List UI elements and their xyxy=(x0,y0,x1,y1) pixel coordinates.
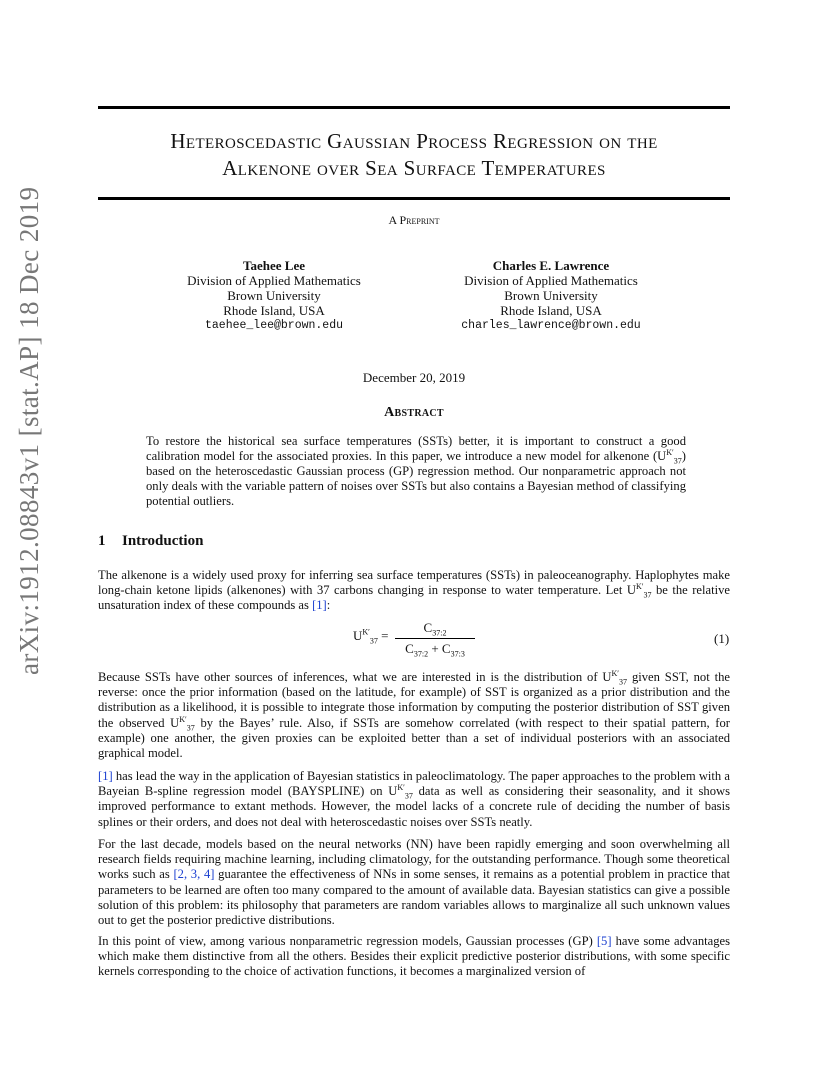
author-dept: Division of Applied Mathematics xyxy=(464,273,638,288)
arxiv-side-stamp: arXiv:1912.08843v1 [stat.AP] 18 Dec 2019 xyxy=(14,186,44,675)
citation-link[interactable]: [5] xyxy=(596,934,612,948)
author-location: Rhode Island, USA xyxy=(223,303,325,318)
citation-link[interactable]: [2, 3, 4] xyxy=(173,867,215,882)
author-univ: Brown University xyxy=(227,288,321,303)
paragraph-3: [1] has lead the way in the application of Bayesian statistics in paleoclimatology. The paper approaches to the problem with a Bayeian B-spline regression model (BAYSPLINE) on $U^{K'}_{37}$ data as well as considering their seasonality, and it shows improved performance to extant methods. However, the model lacks of a concrete rule of deciding the number of basis splines or their orders, and does not deal with heteroscedastic noises over SSTs neatly. xyxy=(98,769,730,829)
author-email[interactable]: charles_lawrence@brown.edu xyxy=(461,319,641,332)
author-1 xyxy=(154,258,394,333)
author-email[interactable]: taehee_lee@brown.edu xyxy=(204,319,344,332)
paper-title xyxy=(98,128,730,182)
top-rule xyxy=(98,106,730,109)
section-number: 1 xyxy=(98,533,106,549)
author-dept: Division of Applied Mathematics xyxy=(187,273,361,288)
section-title: Introduction xyxy=(122,533,204,549)
paragraph-4: For the last decade, models based on the neural networks (NN) have been rapidly emerging and soon overwhelming all research fields requiring machine learning, including climatology, for the outstanding performance. Though some theoretical works such as [2, 3, 4] guarantee the effectiveness of NNs in some senses, it remains as a potential problem in practice that parameters to be learned are often too many compared to the amount of available data. Bayesian statistics can give a possible solution of this problem: its philosophy that parameters are random variables allows to marginalize all such unknown values out to get the posterior predictive distributions. xyxy=(98,837,730,928)
title-line-2: Alkenone over Sea Surface Temperatures xyxy=(222,156,606,180)
paragraph-2: Because SSTs have other sources of inferences, what we are interested in is the distribution of $U^{K'}_{37}$ given SST, not the reverse: once the prior information (based on the latitude, for example) of SST is organized as a prior distribution and the distribution as a likelihood, it is possible to integrate those information by computing the posterior distribution of SST given the observed $U^{K'}_{37}$ by the Bayes’ rule. Also, if SSTs are somehow correlated (with respect to their spatial pattern, for example) one another, the given proxies can be exploited better than a set of individual posteriors with an associated graphical model. xyxy=(98,668,730,761)
author-univ: Brown University xyxy=(504,288,598,303)
author-location: Rhode Island, USA xyxy=(500,303,602,318)
author-name: Charles E. Lawrence xyxy=(492,258,610,273)
author-2 xyxy=(431,258,671,333)
citation-link[interactable]: [1] xyxy=(98,769,113,783)
section-heading-introduction xyxy=(98,533,203,550)
equation-1 xyxy=(353,620,533,659)
title-bottom-rule xyxy=(98,197,730,200)
paragraph-1: The alkenone is a widely used proxy for inferring sea surface temperatures (SSTs) in paleoceanography. Haplophytes make long-chain ketone lipids (alkenones) with 37 carbons changing in response to water temperature. Let $U^{K'}_{37}$ be the relative unsaturation index of these compounds as [1]: xyxy=(98,568,730,613)
abstract-heading: Abstract xyxy=(384,405,444,420)
paragraph-5: In this point of view, among various nonparametric regression models, Gaussian processes (GP) [5] have some advantages which make them distinctive from all the others. Besides their explicit predictive posterior distributions, with some specific kernels corresponding to the choice of activation functions, it becomes a marginalized version of xyxy=(98,934,730,979)
equation-number: (1) xyxy=(714,631,730,646)
publication-date: December 20, 2019 xyxy=(362,370,466,385)
preprint-label: A Preprint xyxy=(388,213,440,227)
author-name: Taehee Lee xyxy=(243,258,305,273)
citation-link[interactable]: [1] xyxy=(312,598,327,613)
equation-fraction: $\frac{C_{37:2}}{C_{37:2} + C_{37:3}}$ xyxy=(395,620,475,657)
equation-lhs: $U^{K'}_{37}$ = xyxy=(353,627,389,646)
abstract-body: To restore the historical sea surface temperatures (SSTs) better, it is important to construct a good calibration model for the associated proxies. In this paper, we introduce a new model for alkenone $(U^{K'}_{37})$ based on the heteroscedastic Gaussian process (GP) regression method. Our nonparametric approach not only deals with the variable pattern of noises over SSTs but also contains a Bayesian method of classifying potential outliers. xyxy=(146,434,686,508)
title-line-1: Heteroscedastic Gaussian Process Regression on the xyxy=(170,129,658,153)
